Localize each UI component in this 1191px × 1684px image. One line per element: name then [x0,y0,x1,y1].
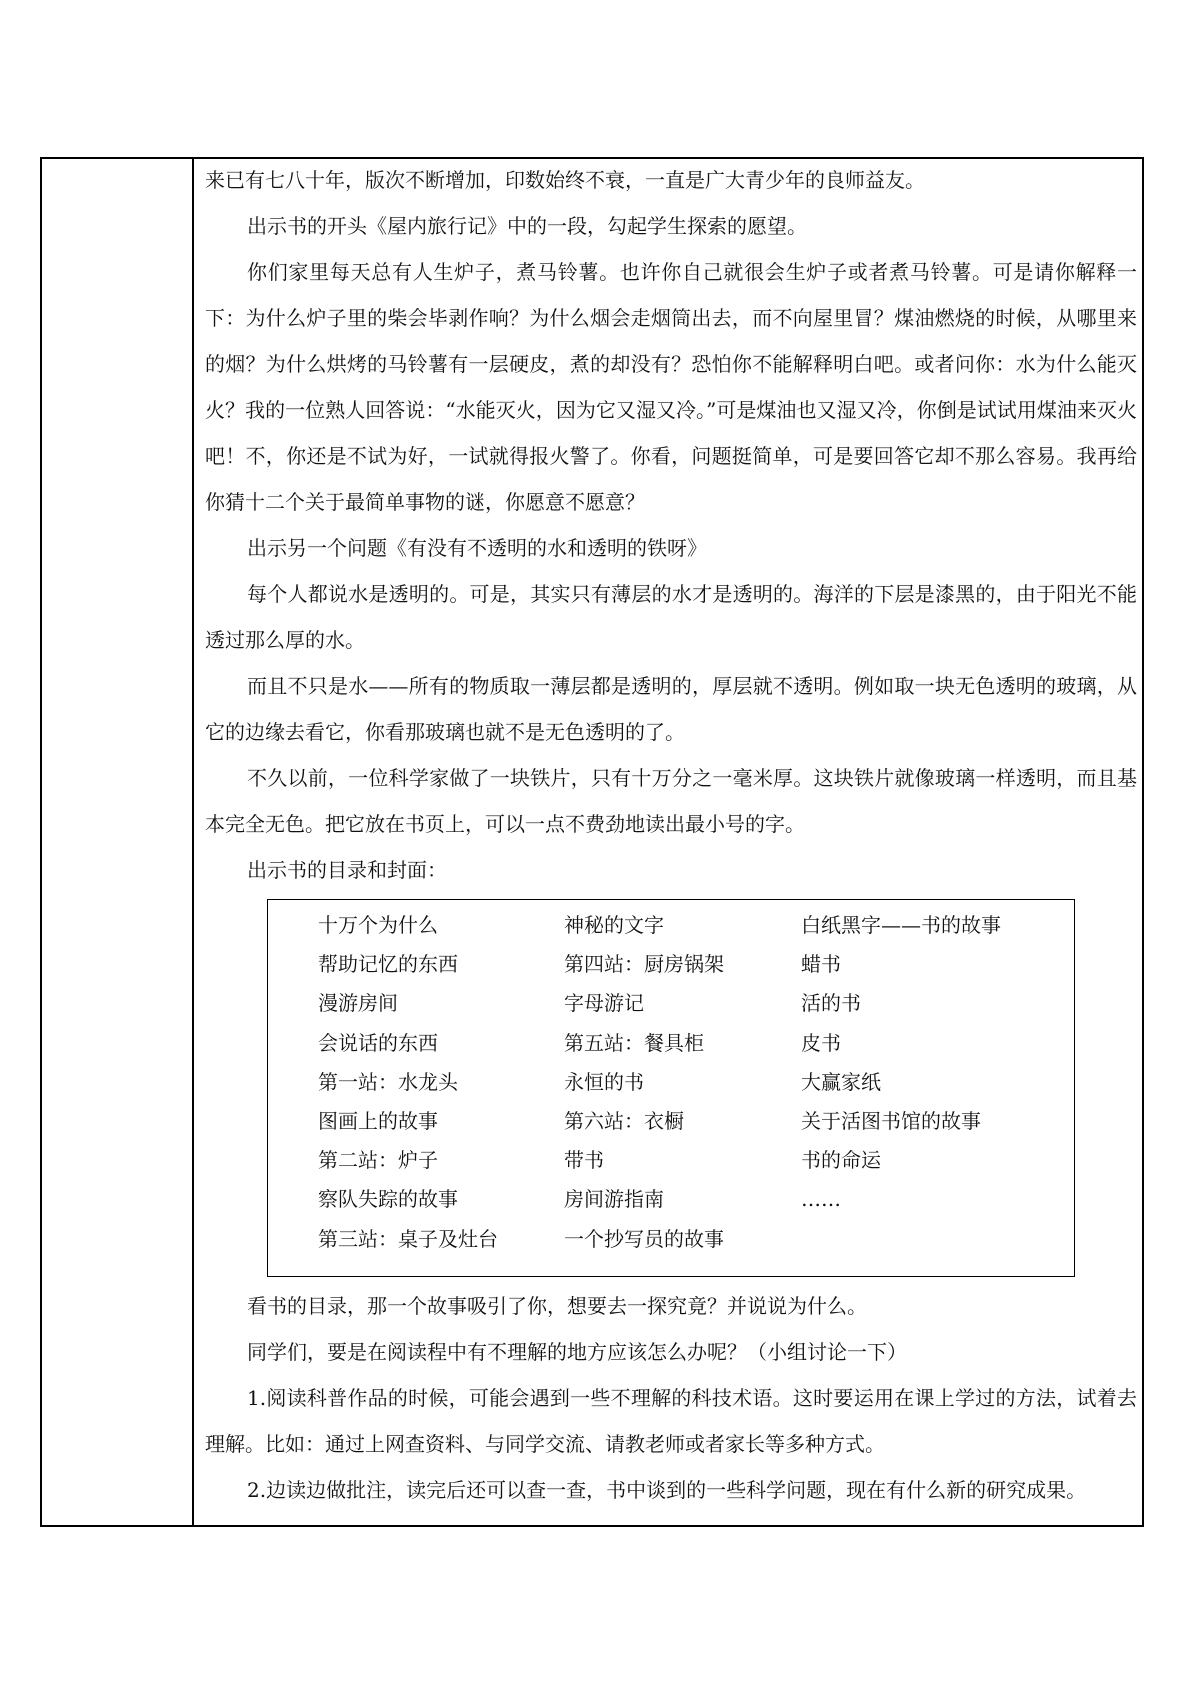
catalog-entry: 带书 [564,1148,604,1173]
catalog-entry: 第三站：桌子及灶台 [318,1226,498,1251]
catalog-entry: 关于活图书馆的故事 [801,1109,981,1133]
paragraphs-before-catalog [205,157,1137,893]
catalog-entry: …… [801,1187,841,1212]
table-column-divider [192,157,194,1527]
paragraph: 出示另一个问题《有没有不透明的水和透明的铁呀》 [247,536,707,560]
catalog-entry: 皮书 [801,1030,841,1055]
catalog-entry: 十万个为什么 [318,913,438,937]
catalog-entry: 房间游指南 [564,1187,664,1212]
paragraph: 来已有七八十年，版次不断增加，印数始终不衰，一直是广大青少年的良师益友。 [205,168,925,192]
paragraph: 2.边读边做批注，读完后还可以查一查，书中谈到的一些科学问题，现在有什么新的研究成果。 [247,1478,1087,1502]
paragraph: 出示书的目录和封面： [247,858,447,882]
paragraph: 每个人都说水是透明的。可是，其实只有薄层的水才是透明的。海洋的下层是漆黑的，由于阳光不能透过那么厚的水。 [205,582,1137,652]
catalog-entry: 书的命运 [801,1148,881,1173]
catalog-entry: 蜡书 [801,952,841,977]
lesson-content-cell [205,157,1137,1513]
paragraph: 出示书的开头《屋内旅行记》中的一段，勾起学生探索的愿望。 [247,214,807,238]
catalog-entry: 大赢家纸 [801,1069,881,1094]
catalog-entry: 第五站：餐具柜 [564,1030,704,1055]
paragraph: 1.阅读科普作品的时候，可能会遇到一些不理解的科技术语。这时要运用在课上学过的方法，试着去理解。比如：通过上网查资料、与同学交流、请教老师或者家长等多种方式。 [205,1386,1137,1456]
catalog-entry: 永恒的书 [564,1069,644,1094]
paragraph: 看书的目录，那一个故事吸引了你，想要去一探究竟？并说说为什么。 [247,1294,867,1318]
catalog-entry: 帮助记忆的东西 [318,952,458,977]
paragraph: 而且不只是水——所有的物质取一薄层都是透明的，厚层就不透明。例如取一块无色透明的玻璃，从它的边缘去看它，你看那玻璃也就不是无色透明的了。 [205,674,1137,744]
catalog-entry: 漫游房间 [318,991,398,1016]
paragraphs-after-catalog [205,1283,1137,1513]
catalog-entry: 神秘的文字 [564,913,664,937]
paragraph: 你们家里每天总有人生炉子，煮马铃薯。也许你自己就很会生炉子或者煮马铃薯。可是请你解释一下：为什么炉子里的柴会毕剥作响？为什么烟会走烟筒出去，而不向屋里冒？煤油燃烧的时候，从哪里来的烟？为什么烘烤的马铃薯有一层硬皮，煮的却没有？恐怕你不能解释明白吧。或者问你：水为什么能灭火？我的一位熟人回答说：“水能灭火，因为它又湿又冷。”可是煤油也又湿又冷，你倒是试试用煤油来灭火吧！不，你还是不试为好，一试就得报火警了。你看，问题挺简单，可是要回答它却不那么容易。我再给你猜十二个关于最简单事物的谜，你愿意不愿意？ [205,260,1137,514]
catalog-entry: 字母游记 [564,991,644,1016]
catalog-entry: 图画上的故事 [318,1109,438,1133]
paragraph: 同学们，要是在阅读程中有不理解的地方应该怎么办呢？（小组讨论一下） [247,1340,907,1364]
book-catalog-box [267,899,1075,1277]
catalog-entry: 白纸黑字——书的故事 [801,913,1001,937]
catalog-entry: 活的书 [801,991,861,1016]
catalog-entry: 会说话的东西 [318,1030,438,1055]
catalog-entry: 一个抄写员的故事 [564,1226,724,1251]
catalog-entry: 第一站：水龙头 [318,1069,458,1094]
paragraph: 不久以前，一位科学家做了一块铁片，只有十万分之一毫米厚。这块铁片就像玻璃一样透明，而且基本完全无色。把它放在书页上，可以一点不费劲地读出最小号的字。 [205,766,1137,836]
catalog-entry: 察队失踪的故事 [318,1187,458,1212]
catalog-entry: 第二站：炉子 [318,1148,438,1173]
catalog-entry: 第六站：衣橱 [564,1109,684,1133]
catalog-entry: 第四站：厨房锅架 [564,952,724,977]
